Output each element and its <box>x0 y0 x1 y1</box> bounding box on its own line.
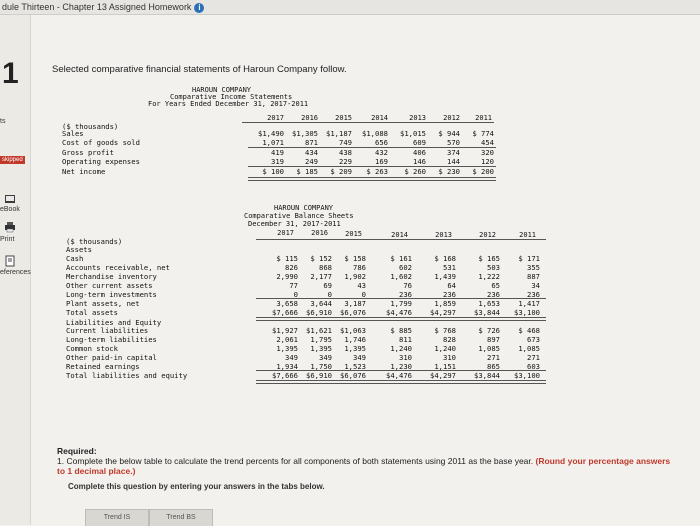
bs-cell: $1,063 <box>340 326 366 335</box>
is-cell: $ 200 <box>472 167 494 176</box>
is-row-label: Net income <box>62 167 106 176</box>
bs-cell: 349 <box>285 353 298 362</box>
bs-cell: 1,395 <box>310 344 332 353</box>
is-row-label: Cost of goods sold <box>62 138 140 147</box>
is-title-name: Comparative Income Statements <box>170 93 293 101</box>
is-cell: $ 100 <box>262 167 284 176</box>
bs-cell: $ 468 <box>518 326 540 335</box>
sidebar-label-print[interactable]: Print <box>0 236 15 243</box>
bs-cell: $1,927 <box>272 326 298 335</box>
is-year-header: 2017 <box>267 114 284 122</box>
bs-cell: 0 <box>361 290 366 299</box>
bs-cell: 786 <box>353 263 366 272</box>
bs-cell: 236 <box>399 290 412 299</box>
bs-cell: $ 165 <box>478 254 500 263</box>
bs-row-label: Assets <box>66 245 92 254</box>
is-year-header: 2014 <box>371 114 388 122</box>
bs-cell: 1,085 <box>518 344 540 353</box>
bs-cell: 865 <box>487 362 500 371</box>
bs-cell: 1,859 <box>434 299 456 308</box>
print-icon[interactable] <box>4 221 16 233</box>
required-text-block <box>57 456 677 476</box>
sidebar <box>0 15 31 525</box>
bs-cell: 1,151 <box>434 362 456 371</box>
bs-cell: 1,439 <box>434 272 456 281</box>
required-text: 1. Complete the below table to calculate the trend percents for all components of both statements using 2011 as the base year. <box>57 456 534 466</box>
is-cell: $1,305 <box>292 129 318 138</box>
bs-cell: 310 <box>443 353 456 362</box>
bs-cell: 2,177 <box>310 272 332 281</box>
bs-cell: 236 <box>443 290 456 299</box>
bs-cell: $ 161 <box>390 254 412 263</box>
ebook-icon[interactable] <box>4 193 16 205</box>
is-header-rule <box>242 122 494 123</box>
is-cell: 749 <box>339 138 352 147</box>
is-cell: $1,015 <box>400 129 426 138</box>
is-cell: $1,088 <box>362 129 388 138</box>
is-title-period: For Years Ended December 31, 2017-2011 <box>148 100 309 108</box>
bs-cell: 1,240 <box>390 344 412 353</box>
bs-cell: $4,476 <box>386 308 412 317</box>
bs-units-label: ($ thousands) <box>66 237 123 246</box>
bs-cell: $ 768 <box>434 326 456 335</box>
bs-row-label: Retained earnings <box>66 362 140 371</box>
bs-row-label: Cash <box>66 254 84 263</box>
bs-year-header: 2011 <box>519 231 536 239</box>
bs-cell: 236 <box>527 290 540 299</box>
bs-cell: 69 <box>323 281 332 290</box>
is-cell: 229 <box>339 157 352 166</box>
info-icon[interactable]: i <box>194 3 204 13</box>
answer-tabs <box>85 509 285 525</box>
bs-row-label: Common stock <box>66 344 118 353</box>
bs-cell: 1,746 <box>344 335 366 344</box>
is-cell: 1,071 <box>262 138 284 147</box>
bs-cell: 603 <box>527 362 540 371</box>
is-cell: $1,187 <box>326 129 352 138</box>
bs-cell: 34 <box>531 281 540 290</box>
bs-year-header: 2014 <box>391 231 408 239</box>
bs-cell: $ 115 <box>276 254 298 263</box>
is-year-header: 2016 <box>301 114 318 122</box>
is-cell: $ 260 <box>404 167 426 176</box>
bs-cell: 1,417 <box>518 299 540 308</box>
sidebar-label-points: ts <box>0 118 6 125</box>
bs-subtotal-rule <box>256 370 546 371</box>
bs-cell: $7,666 <box>272 371 298 380</box>
bs-cell: $1,621 <box>306 326 332 335</box>
bs-cell: $4,476 <box>386 371 412 380</box>
sidebar-label-ebook[interactable]: eBook <box>0 206 20 213</box>
bs-cell: $6,076 <box>340 371 366 380</box>
bs-cell: $3,100 <box>514 371 540 380</box>
is-units-label: ($ thousands) <box>62 122 119 131</box>
bs-cell: $3,100 <box>514 308 540 317</box>
tabs-instruction: Complete this question by entering your answers in the tabs below. <box>68 482 325 491</box>
bs-cell: $3,844 <box>474 371 500 380</box>
bs-cell: 271 <box>487 353 500 362</box>
is-cell: 871 <box>305 138 318 147</box>
bs-row-label: Merchandise inventory <box>66 272 157 281</box>
bs-cell: 1,395 <box>344 344 366 353</box>
is-year-header: 2013 <box>409 114 426 122</box>
bs-cell: 1,750 <box>310 362 332 371</box>
is-cell: 144 <box>447 157 460 166</box>
is-cell: $ 944 <box>438 129 460 138</box>
bs-title-period: December 31, 2017-2011 <box>248 220 341 228</box>
references-icon[interactable] <box>4 255 16 267</box>
bs-title-name: Comparative Balance Sheets <box>244 212 354 220</box>
bs-cell: 77 <box>289 281 298 290</box>
bs-cell: 811 <box>399 335 412 344</box>
is-cell: 249 <box>305 157 318 166</box>
bs-cell: 65 <box>491 281 500 290</box>
is-cell: $1,490 <box>258 129 284 138</box>
bs-cell: $6,910 <box>306 308 332 317</box>
is-row-label: Operating expenses <box>62 157 140 166</box>
bs-cell: $4,297 <box>430 371 456 380</box>
bs-cell: 1,230 <box>390 362 412 371</box>
assignment-title: dule Thirteen - Chapter 13 Assigned Homework <box>2 2 192 12</box>
bs-row-label: Other current assets <box>66 281 153 290</box>
balance-sheet <box>66 204 566 426</box>
bs-row-label: Long-term liabilities <box>66 335 157 344</box>
bs-row-label: Plant assets, net <box>66 299 140 308</box>
sidebar-label-references[interactable]: eferences <box>0 269 31 276</box>
bs-cell: 76 <box>403 281 412 290</box>
bs-cell: 0 <box>327 290 332 299</box>
bs-cell: 349 <box>353 353 366 362</box>
is-cell: 374 <box>447 148 460 157</box>
bs-cell: 673 <box>527 335 540 344</box>
is-cell: 146 <box>413 157 426 166</box>
skipped-badge: skipped <box>2 157 23 163</box>
is-cell: $ 230 <box>438 167 460 176</box>
bs-row-label: Liabilities and Equity <box>66 318 162 327</box>
bs-cell: 1,085 <box>478 344 500 353</box>
bs-total-double-rule <box>256 317 546 321</box>
is-cell: 320 <box>481 148 494 157</box>
is-cell: 319 <box>271 157 284 166</box>
bs-cell: $ 885 <box>390 326 412 335</box>
question-intro: Selected comparative financial statements of Haroun Company follow. <box>52 64 347 75</box>
is-cell: 656 <box>375 138 388 147</box>
bs-cell: 3,658 <box>276 299 298 308</box>
rounding-note: (Round your percentage answers to 1 decimal place.) <box>57 456 671 476</box>
bs-cell: 1,395 <box>276 344 298 353</box>
bs-cell: 1,799 <box>390 299 412 308</box>
tab-trend-is[interactable]: Trend IS <box>85 509 149 526</box>
is-cell: 434 <box>305 148 318 157</box>
bs-cell: $ 171 <box>518 254 540 263</box>
bs-row-label: Long-term investments <box>66 290 157 299</box>
bs-cell: $ 152 <box>310 254 332 263</box>
tab-trend-bs[interactable]: Trend BS <box>149 509 213 526</box>
bs-cell: 531 <box>443 263 456 272</box>
is-cell: $ 263 <box>366 167 388 176</box>
bs-cell: 43 <box>357 281 366 290</box>
bs-cell: 2,061 <box>276 335 298 344</box>
is-cell: 120 <box>481 157 494 166</box>
bs-row-label: Other paid-in capital <box>66 353 157 362</box>
bs-cell: 1,902 <box>344 272 366 281</box>
is-cell: 419 <box>271 148 284 157</box>
required-section <box>57 446 677 476</box>
is-cell: 406 <box>413 148 426 157</box>
bs-cell: 602 <box>399 263 412 272</box>
bs-cell: 236 <box>487 290 500 299</box>
bs-cell: 2,990 <box>276 272 298 281</box>
bs-cell: 1,602 <box>390 272 412 281</box>
income-statement <box>62 86 522 180</box>
question-number[interactable]: 1 <box>2 57 19 90</box>
is-cell: $ 774 <box>472 129 494 138</box>
bs-cell: $3,844 <box>474 308 500 317</box>
bs-cell: $6,076 <box>340 308 366 317</box>
is-cell: 438 <box>339 148 352 157</box>
bs-subtotal-rule <box>256 298 546 299</box>
is-cell: 570 <box>447 138 460 147</box>
bs-cell: $ 168 <box>434 254 456 263</box>
bs-cell: 503 <box>487 263 500 272</box>
window-title-bar <box>0 0 700 15</box>
bs-cell: 868 <box>319 263 332 272</box>
bs-title-company: HAROUN COMPANY <box>274 204 334 212</box>
is-total-double-rule <box>248 177 496 181</box>
is-year-header: 2011 <box>475 114 492 122</box>
is-cell: $ 209 <box>330 167 352 176</box>
bs-cell: 826 <box>285 263 298 272</box>
is-row-label: Gross profit <box>62 148 114 157</box>
bs-cell: 1,934 <box>276 362 298 371</box>
bs-cell: 1,523 <box>344 362 366 371</box>
is-year-header: 2015 <box>335 114 352 122</box>
required-heading: Required: <box>57 446 97 456</box>
bs-cell: 828 <box>443 335 456 344</box>
bs-year-header: 2013 <box>435 231 452 239</box>
bs-cell: $7,666 <box>272 308 298 317</box>
bs-cell: 1,240 <box>434 344 456 353</box>
bs-row-label: Accounts receivable, net <box>66 263 170 272</box>
bs-cell: 355 <box>527 263 540 272</box>
bs-cell: 0 <box>293 290 298 299</box>
bs-cell: $ 726 <box>478 326 500 335</box>
is-cell: $ 185 <box>296 167 318 176</box>
bs-cell: 310 <box>399 353 412 362</box>
is-cell: 609 <box>413 138 426 147</box>
bs-cell: 1,795 <box>310 335 332 344</box>
bs-cell: 3,187 <box>344 299 366 308</box>
bs-cell: 3,644 <box>310 299 332 308</box>
bs-header-rule <box>256 239 546 240</box>
is-title-company: HAROUN COMPANY <box>192 86 252 94</box>
is-cell: 454 <box>481 138 494 147</box>
bs-row-label: Total assets <box>66 308 118 317</box>
bs-cell: 887 <box>527 272 540 281</box>
is-year-header: 2012 <box>443 114 460 122</box>
is-cell: 432 <box>375 148 388 157</box>
bs-cell: 349 <box>319 353 332 362</box>
bs-row-label: Current liabilities <box>66 326 149 335</box>
bs-year-header: 2017 <box>277 229 294 237</box>
bs-cell: 897 <box>487 335 500 344</box>
bs-year-header: 2016 <box>311 229 328 237</box>
bs-year-header: 2012 <box>479 231 496 239</box>
bs-cell: 64 <box>447 281 456 290</box>
bs-cell: 1,653 <box>478 299 500 308</box>
bs-cell: $4,297 <box>430 308 456 317</box>
bs-cell: $ 158 <box>344 254 366 263</box>
bs-cell: 1,222 <box>478 272 500 281</box>
is-row-label: Sales <box>62 129 84 138</box>
bs-cell: $6,910 <box>306 371 332 380</box>
bs-row-label: Total liabilities and equity <box>66 371 188 380</box>
bs-cell: 271 <box>527 353 540 362</box>
bs-year-header: 2015 <box>345 230 362 238</box>
bs-total-double-rule <box>256 380 546 384</box>
is-cell: 169 <box>375 157 388 166</box>
